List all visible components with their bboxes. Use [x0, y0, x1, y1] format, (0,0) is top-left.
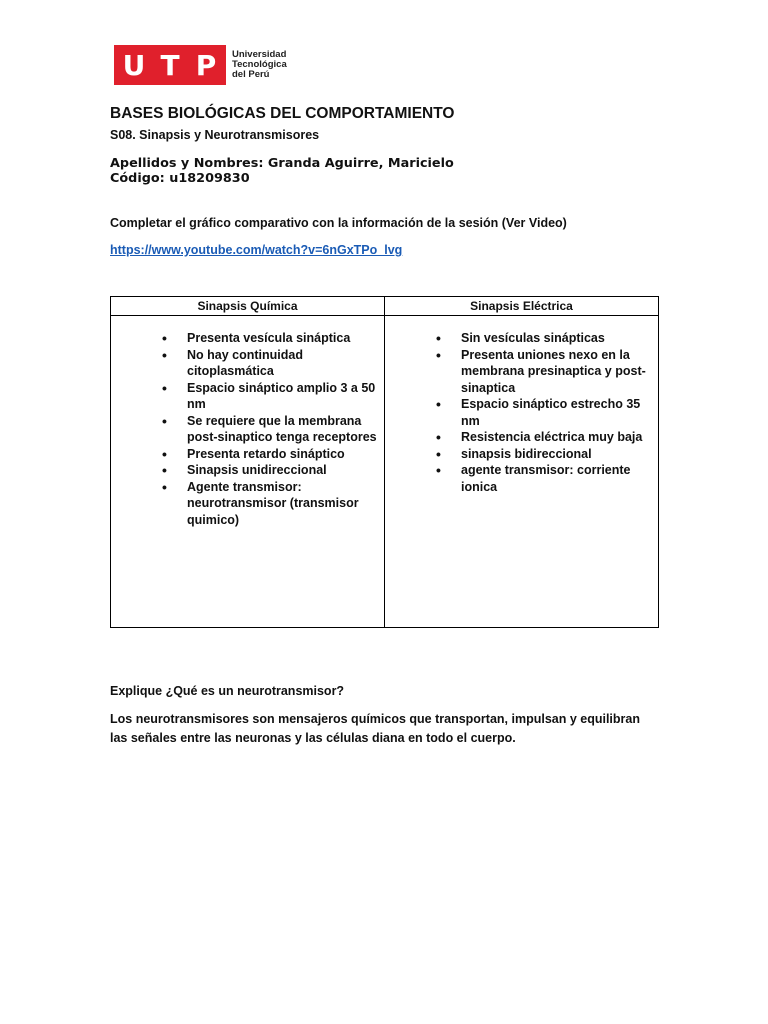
answer-text: Los neurotransmisores son mensajeros químicos que transportan, impulsan y equilibran las señales entre las neuronas y las células diana en todo el cuerpo.: [110, 712, 640, 745]
list-quimica: [111, 330, 384, 528]
logo-letter: P: [195, 48, 217, 82]
document-subtitle: S08. Sinapsis y Neurotransmisores: [110, 128, 320, 142]
utp-logo: [114, 45, 287, 85]
list-item: • Sin vesículas sinápticas: [461, 330, 654, 347]
student-code: Código: u18209830: [110, 171, 250, 186]
list-item: • No hay continuidad citoplasmática: [187, 347, 380, 380]
list-item: • agente transmisor: corriente ionica: [461, 462, 654, 495]
logo-mark: [114, 45, 226, 85]
list-item: • Espacio sináptico amplio 3 a 50 nm: [187, 380, 380, 413]
list-item: • Espacio sináptico estrecho 35 nm: [461, 396, 654, 429]
logo-letter: U: [122, 48, 146, 82]
cell-quimica: [111, 316, 385, 628]
list-item: • sinapsis bidireccional: [461, 446, 654, 463]
logo-text: Universidad Tecnológica del Perú: [232, 49, 287, 80]
cell-electrica: [385, 316, 659, 628]
list-item: • Resistencia eléctrica muy baja: [461, 429, 654, 446]
list-item: • Se requiere que la membrana post-sinaptico tenga receptores: [187, 413, 380, 446]
question-text: Explique ¿Qué es un neurotransmisor?: [110, 684, 345, 698]
list-item: • Presenta retardo sináptico: [187, 446, 380, 463]
header-sinapsis-electrica: Sinapsis Eléctrica: [385, 297, 659, 316]
student-info: [110, 156, 454, 186]
student-name: Apellidos y Nombres: Granda Aguirre, Maricielo: [110, 156, 454, 171]
list-item: • Presenta uniones nexo en la membrana presinaptica y post-sinaptica: [461, 347, 654, 397]
header-sinapsis-quimica: Sinapsis Química: [111, 297, 385, 316]
instruction-text: Completar el gráfico comparativo con la información de la sesión (Ver Video): [110, 216, 567, 230]
document-title: BASES BIOLÓGICAS DEL COMPORTAMIENTO: [110, 105, 455, 122]
logo-letter: T: [160, 48, 180, 82]
list-item: • Presenta vesícula sináptica: [187, 330, 380, 347]
list-item: • Sinapsis unidireccional: [187, 462, 380, 479]
list-item: • Agente transmisor: neurotransmisor (transmisor quimico): [187, 479, 380, 529]
comparison-table: [110, 296, 659, 628]
video-link[interactable]: https://www.youtube.com/watch?v=6nGxTPo_lvg: [110, 243, 403, 257]
list-electrica: [385, 330, 658, 495]
